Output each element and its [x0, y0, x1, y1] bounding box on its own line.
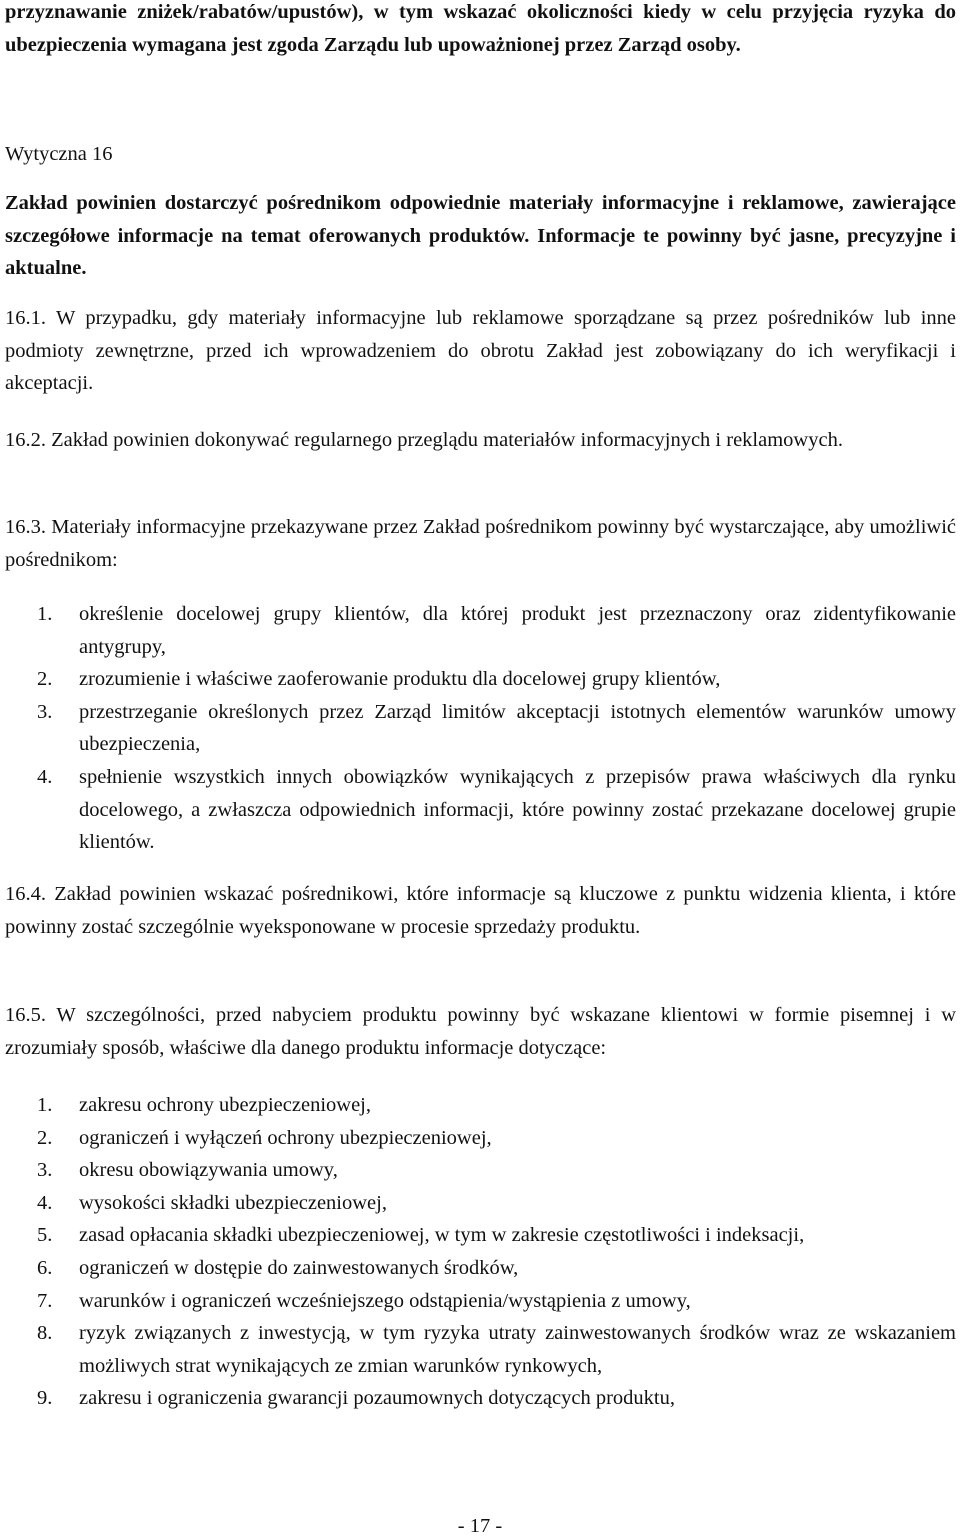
list-item-text: spełnienie wszystkich innych obowiązków wynikających z przepisów prawa właściwych dla rynku docelowego, a zwłaszcza odpowiednich informacji, które powinny zostać przekazane docelowej grupie klientów. [79, 765, 956, 854]
list-item-text: określenie docelowej grupy klientów, dla której produkt jest przeznaczony oraz zidentyfikowanie antygrupy, [79, 603, 956, 658]
paragraph-16-5: 16.5. W szczególności, przed nabyciem produktu powinny być wskazane klientowi w formie pisemnej i w zrozumiały sposób, właściwe dla danego produktu informacje dotyczące: [5, 1004, 956, 1059]
list-item-number: 9. [37, 1387, 53, 1410]
list-item-text: ryzyk związanych z inwestycją, w tym ryzyka utraty zainwestowanych środków wraz ze wskazaniem możliwych strat wynikających ze zmian warunków rynkowych, [79, 1322, 956, 1377]
page-number: - 17 - [457, 1515, 503, 1537]
list-item-number: 1. [37, 603, 53, 625]
list-item-number: 2. [37, 1126, 53, 1149]
paragraph-16-3: 16.3. Materiały informacyjne przekazywane przez Zakład pośrednikom powinny być wystarczające, aby umożliwić pośrednikom: [5, 516, 956, 571]
list-item-number: 8. [37, 1322, 53, 1345]
list-item [5, 598, 956, 663]
paragraph-16-1: 16.1. W przypadku, gdy materiały informacyjne lub reklamowe sporządzane są przez pośredników lub inne podmioty zewnętrzne, przed ich wprowadzeniem do obrotu Zakład jest zobowiązany do ich weryfikacji i akceptacji. [5, 307, 956, 395]
list-item-text: wysokości składki ubezpieczeniowej, [79, 1191, 387, 1214]
list-item [5, 1154, 956, 1187]
list-item-text: zasad opłacania składki ubezpieczeniowej, w tym w zakresie częstotliwości i indeksacji, [79, 1224, 805, 1247]
list-item-text: zrozumienie i właściwe zaoferowanie produktu dla docelowej grupy klientów, [79, 668, 721, 691]
list-16-5 [5, 1089, 956, 1415]
list-item [5, 1317, 956, 1382]
list-item [5, 1252, 956, 1285]
list-item-number: 7. [37, 1289, 53, 1312]
list-item [5, 1089, 956, 1122]
list-item-text: warunków i ograniczeń wcześniejszego odstąpienia/wystąpienia z umowy, [79, 1289, 691, 1312]
list-item [5, 1382, 956, 1415]
list-item [5, 1122, 956, 1155]
list-item-number: 4. [37, 1191, 53, 1214]
list-item [5, 1187, 956, 1220]
list-item [5, 696, 956, 761]
top-paragraph: przyznawanie zniżek/rabatów/upustów), w tym wskazać okoliczności kiedy w celu przyjęcia ryzyka do ubezpieczenia wymagana jest zgoda Zarządu lub upoważnionej przez Zarząd osoby. [5, 1, 956, 56]
list-item-text: przestrzeganie określonych przez Zarząd limitów akceptacji istotnych elementów warunków umowy ubezpieczenia, [79, 700, 956, 756]
list-item [5, 761, 956, 859]
paragraph-16-4: 16.4. Zakład powinien wskazać pośrednikowi, które informacje są kluczowe z punktu widzenia klienta, i które powinny zostać szczególnie wyeksponowane w procesie sprzedaży produktu. [5, 883, 956, 938]
list-item [5, 663, 956, 696]
list-item-text: zakresu ochrony ubezpieczeniowej, [79, 1094, 371, 1116]
list-item [5, 1285, 956, 1318]
list-item-number: 4. [37, 765, 53, 788]
list-item-number: 3. [37, 1159, 53, 1182]
section-heading: Wytyczna 16 [5, 143, 113, 165]
list-item-number: 6. [37, 1256, 53, 1279]
list-item-number: 2. [37, 668, 53, 691]
list-item-number: 3. [37, 700, 53, 723]
list-item-text: ograniczeń w dostępie do zainwestowanych środków, [79, 1256, 519, 1279]
list-item-number: 1. [37, 1094, 53, 1116]
list-item [5, 1219, 956, 1252]
list-16-3 [5, 598, 956, 859]
list-item-text: zakresu i ograniczenia gwarancji pozaumownych dotyczących produktu, [79, 1387, 675, 1410]
list-item-text: okresu obowiązywania umowy, [79, 1159, 338, 1182]
paragraph-16-2: 16.2. Zakład powinien dokonywać regularnego przeglądu materiałów informacyjnych i reklamowych. [5, 429, 843, 451]
list-item-text: ograniczeń i wyłączeń ochrony ubezpieczeniowej, [79, 1126, 492, 1149]
list-item-number: 5. [37, 1224, 53, 1247]
guideline-text: Zakład powinien dostarczyć pośrednikom odpowiednie materiały informacyjne i reklamowe, zawierające szczegółowe informacje na temat oferowanych produktów. Informacje te powinny być jasne, precyzyjne i aktualne. [5, 192, 956, 280]
